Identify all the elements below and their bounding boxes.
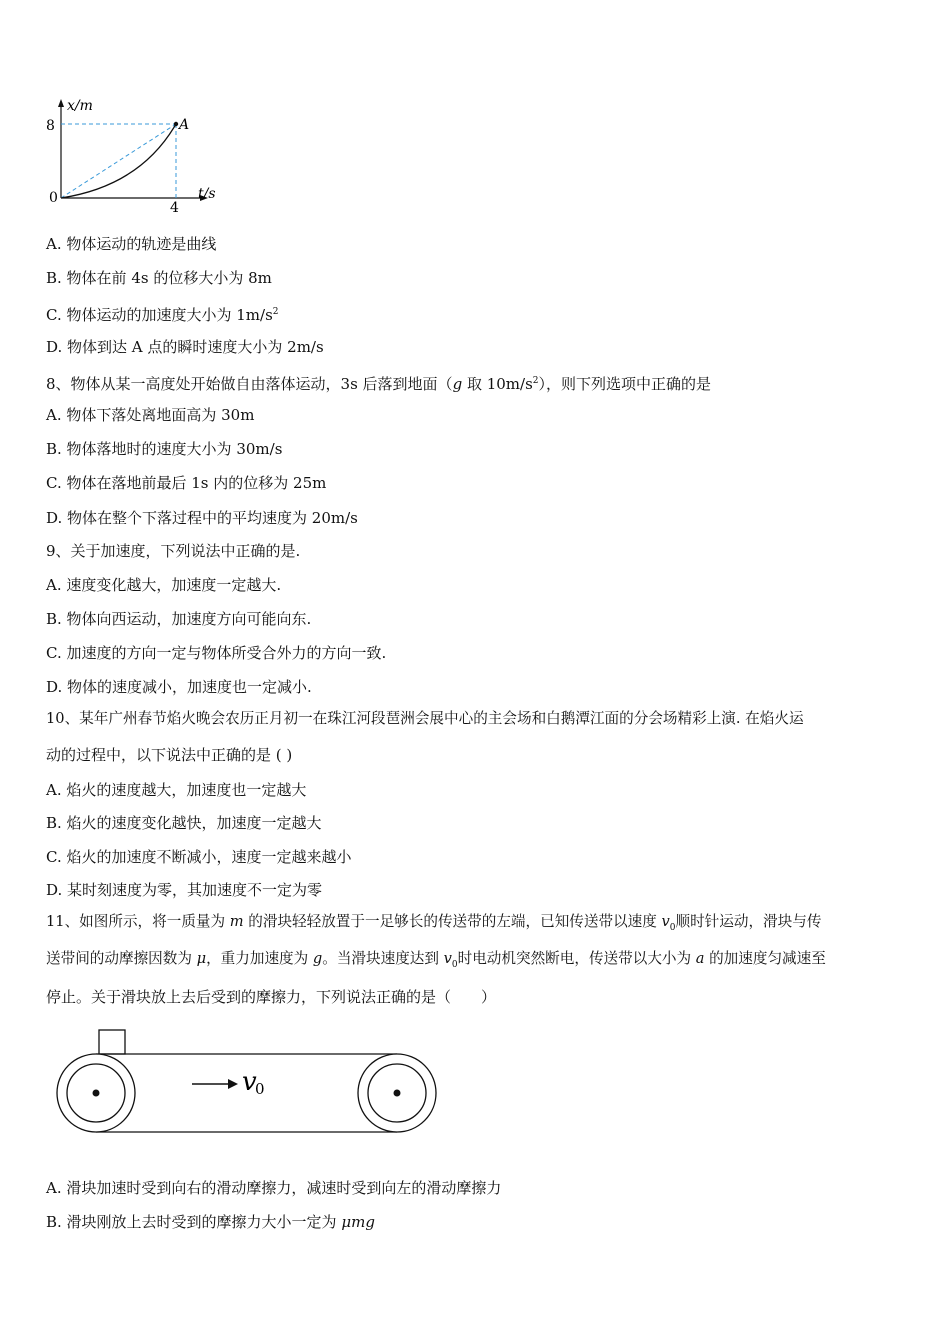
y-axis-arrow xyxy=(58,99,64,107)
q11-l2-v: v xyxy=(443,950,452,967)
left-pulley-axle xyxy=(93,1090,100,1097)
q11-l2-mu: μ xyxy=(196,950,207,967)
q11-option-b xyxy=(46,1212,375,1232)
q10-option-b: B. 焰火的速度变化越快，加速度一定越大 xyxy=(46,814,322,832)
q11-option-b-var: μmg xyxy=(341,1213,375,1231)
q9-option-c: C. 加速度的方向一定与物体所受合外力的方向一致. xyxy=(46,644,387,662)
q11-l2-g: g xyxy=(312,950,323,967)
q7-option-b: B. 物体在前 4s 的位移大小为 8m xyxy=(46,269,272,287)
q11-l1-m: m xyxy=(229,913,244,930)
q11-l2-b: ，重力加速度为 xyxy=(206,950,313,967)
q10-option-c: C. 焰火的加速度不断减小，速度一定越来越小 xyxy=(46,848,352,866)
velocity-arrow-head xyxy=(228,1079,238,1089)
point-a-marker xyxy=(174,122,178,126)
q8-stem-b: 取 10m/s xyxy=(462,375,533,393)
q11-l1-b: 的滑块轻轻放置于一足够长的传送带的左端，已知传送带以速度 xyxy=(243,913,662,930)
q8-stem-a: 8、物体从某一高度处开始做自由落体运动，3s 后落到地面（ xyxy=(46,375,453,393)
q7-option-a: A. 物体运动的轨迹是曲线 xyxy=(46,235,217,253)
q7-option-c xyxy=(46,302,279,325)
velocity-label-sub: 0 xyxy=(255,1080,265,1098)
q8-option-b: B. 物体落地时的速度大小为 30m/s xyxy=(46,440,283,458)
q8-option-d: D. 物体在整个下落过程中的平均速度为 20m/s xyxy=(46,509,358,527)
x-t-curve xyxy=(61,124,176,198)
origin-label: 0 xyxy=(49,190,58,206)
velocity-label: v xyxy=(242,1067,257,1097)
q11-l2-d: 时电动机突然断电，传送带以大小为 xyxy=(457,950,696,967)
q11-l2-c: 。当滑块速度达到 xyxy=(322,950,444,967)
q7-option-d: D. 物体到达 A 点的瞬时速度大小为 2m/s xyxy=(46,338,324,356)
q8-stem-g: g xyxy=(452,375,463,393)
q11-l1-c: 顺时针运动，滑块与传 xyxy=(675,913,822,930)
q11-l2-sub: 0 xyxy=(451,959,458,970)
x-t-graph xyxy=(40,96,230,216)
q8-option-a: A. 物体下落处离地面高为 30m xyxy=(46,406,255,424)
q7-option-c-text: C. 物体运动的加速度大小为 1m/s xyxy=(46,306,273,324)
q9-option-d: D. 物体的速度减小，加速度也一定减小. xyxy=(46,678,312,696)
dashed-diagonal xyxy=(61,124,176,198)
x-axis-label: t/s xyxy=(198,186,216,202)
y-axis-label: x/m xyxy=(67,98,93,114)
q11-stem-line3: 停止。关于滑块放上去后受到的摩擦力，下列说法正确的是（ ） xyxy=(46,988,497,1006)
q9-option-a: A. 速度变化越大，加速度一定越大. xyxy=(46,576,282,594)
q10-option-a: A. 焰火的速度越大，加速度也一定越大 xyxy=(46,781,307,799)
q7-option-c-sup: 2 xyxy=(272,307,279,317)
q11-l2-e: 的加速度匀减速至 xyxy=(704,950,826,967)
q11-l1-a: 11、如图所示，将一质量为 xyxy=(46,913,230,930)
y-tick-label: 8 xyxy=(46,118,55,134)
q11-option-a: A. 滑块加速时受到向右的滑动摩擦力，减速时受到向左的滑动摩擦力 xyxy=(46,1179,502,1197)
q11-l1-v: v xyxy=(661,913,670,930)
q11-option-b-text: B. 滑块刚放上去时受到的摩擦力大小一定为 xyxy=(46,1213,342,1231)
q11-l2-acc: a xyxy=(695,950,705,967)
q8-stem-c: ），则下列选项中正确的是 xyxy=(538,375,712,393)
q8-stem-sup: 2 xyxy=(532,376,539,386)
q11-stem-line2 xyxy=(46,949,826,975)
q10-option-d: D. 某时刻速度为零，其加速度不一定为零 xyxy=(46,881,323,899)
q9-option-b: B. 物体向西运动，加速度方向可能向东. xyxy=(46,610,312,628)
q11-l1-sub: 0 xyxy=(669,922,676,933)
q8-stem xyxy=(46,371,711,394)
conveyor-belt-figure xyxy=(52,1026,442,1141)
point-a-label: A xyxy=(179,117,190,133)
q11-stem-line1 xyxy=(46,912,821,938)
right-pulley-axle xyxy=(394,1090,401,1097)
slider-block xyxy=(99,1030,125,1054)
x-tick-label: 4 xyxy=(170,200,179,216)
q10-stem-line2: 动的过程中，以下说法中正确的是 ( ) xyxy=(46,746,293,764)
q9-stem: 9、关于加速度，下列说法中正确的是. xyxy=(46,542,301,560)
q8-option-c: C. 物体在落地前最后 1s 内的位移为 25m xyxy=(46,474,327,492)
q10-stem-line1: 10、某年广州春节焰火晚会农历正月初一在珠江河段琶洲会展中心的主会场和白鹅潭江面的分会场精彩上演. 在焰火运 xyxy=(46,710,804,727)
q11-l2-a: 送带间的动摩擦因数为 xyxy=(46,950,197,967)
